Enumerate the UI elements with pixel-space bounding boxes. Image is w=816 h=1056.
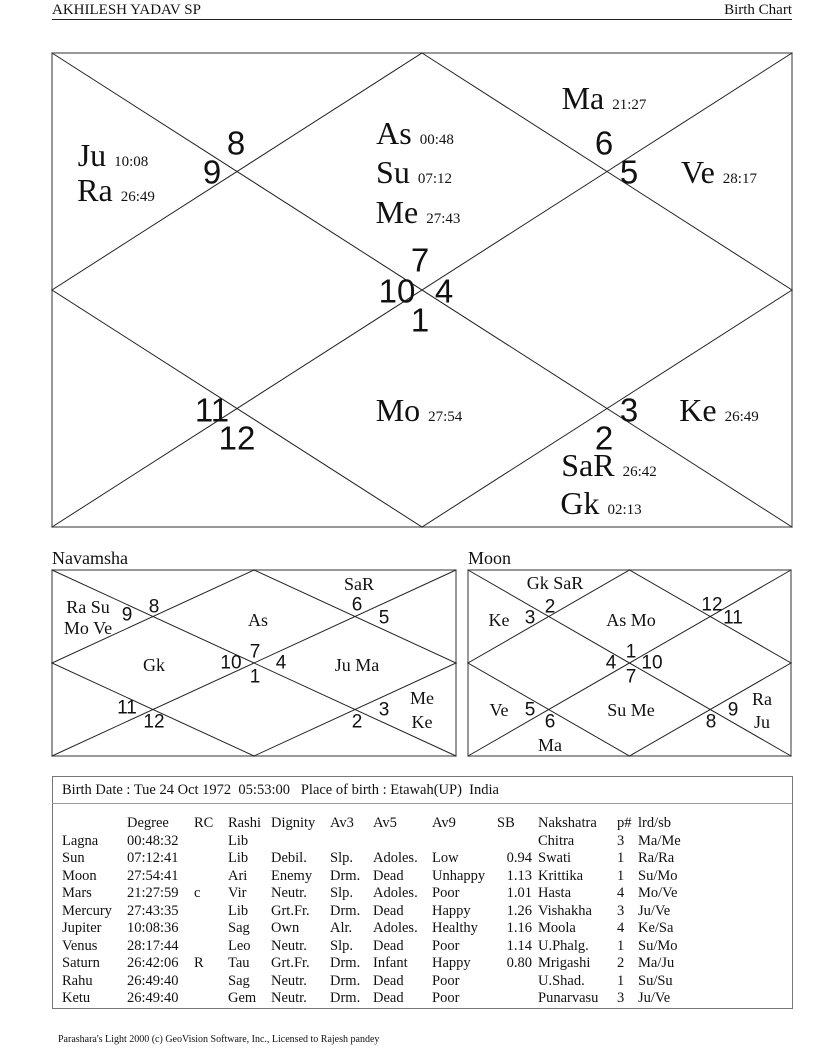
planet-degree: 26:49 [724, 409, 759, 425]
planet-degree: 26:42 [622, 464, 657, 480]
table-cell: Chitra [538, 832, 575, 849]
navamsha-title: Navamsha [52, 548, 128, 568]
birth-info: Birth Date : Tue 24 Oct 1972 05:53:00 Place of birth : Etawah(UP) India [62, 782, 499, 798]
planet-degree: 21:27 [612, 97, 647, 113]
table-cell: Adoles. [373, 885, 418, 901]
house-number: 6 [544, 711, 556, 733]
footer-credit: Parashara's Light 2000 (c) GeoVision Software, Inc., Licensed to Rajesh pandey [58, 1034, 380, 1045]
table-cell: Happy [432, 955, 471, 971]
table-cell: Punarvasu [538, 990, 599, 1006]
planet-placement [376, 196, 461, 228]
table-cell: Poor [432, 972, 460, 989]
table-cell: Mars [62, 885, 92, 901]
house-number: 3 [524, 607, 536, 629]
table-divider [52, 803, 792, 804]
table-cell [194, 850, 228, 868]
table-cell: Dead [373, 867, 404, 884]
table-cell: 1.01 [506, 885, 532, 901]
table-cell: 1.13 [506, 867, 532, 884]
planet-label: As Mo [606, 610, 656, 630]
table-cell: 10:08:36 [127, 920, 179, 936]
table-row [62, 990, 698, 1008]
house-number: 11 [194, 391, 230, 429]
planet-name: Ke [679, 392, 717, 428]
table-cell: 1 [617, 850, 625, 866]
table-cell: Vishakha [538, 902, 592, 919]
house-number: 9 [121, 604, 133, 626]
house-number: 10 [220, 652, 242, 674]
table-cell: 0.80 [506, 955, 532, 971]
house-number: 3 [619, 391, 639, 429]
table-cell: Su/Mo [638, 937, 678, 954]
planet-degree: 02:13 [607, 502, 642, 518]
planet-label: Ju Ma [334, 655, 380, 675]
table-cell: 07:12:41 [127, 850, 179, 866]
table-cell: Enemy [271, 867, 313, 884]
column-header: Av9 [432, 815, 456, 831]
column-header: Nakshatra [538, 815, 597, 831]
table-cell: R [194, 955, 204, 971]
table-cell: Dead [373, 990, 404, 1006]
table-row [62, 920, 698, 938]
table-cell: Ma/Ju [638, 955, 675, 971]
table-cell [194, 920, 228, 938]
table-cell: Slp. [330, 937, 353, 954]
house-number: 7 [410, 241, 430, 279]
table-cell: Own [271, 920, 300, 936]
table-cell [497, 833, 538, 851]
table-cell: Rahu [62, 972, 93, 989]
house-number: 5 [619, 153, 639, 191]
planet-name: Su [376, 154, 410, 190]
column-header: p# [617, 815, 632, 831]
planet-degree: 27:43 [426, 211, 461, 227]
column-header: Av5 [373, 815, 397, 831]
table-cell: Alr. [330, 920, 353, 936]
table-cell: 4 [617, 920, 625, 936]
table-cell: Lib [228, 902, 249, 919]
table-cell: Adoles. [373, 850, 418, 866]
table-cell: Lagna [62, 832, 99, 849]
table-row [62, 955, 698, 973]
table-row [62, 885, 698, 903]
table-cell: Moon [62, 867, 97, 884]
planet-placement [78, 139, 149, 171]
house-number: 8 [705, 711, 717, 733]
table-cell: Happy [432, 902, 471, 919]
table-row [62, 868, 698, 886]
table-cell: Sag [228, 920, 250, 936]
table-cell: 26:42:06 [127, 955, 179, 971]
house-number: 6 [351, 594, 363, 616]
house-number: 1 [625, 641, 637, 663]
table-cell: c [194, 885, 201, 901]
planet-label: Ke [411, 712, 433, 732]
table-cell: Venus [62, 937, 98, 954]
planet-name: Gk [560, 485, 600, 521]
planet-label: Ve [489, 700, 509, 720]
house-number: 11 [723, 607, 743, 629]
planet-label: SaR [343, 574, 375, 594]
table-cell: Dead [373, 902, 404, 919]
planet-placement [560, 487, 641, 519]
table-cell: 1 [617, 972, 625, 989]
table-cell: U.Shad. [538, 972, 585, 989]
column-header: Rashi [228, 815, 262, 831]
table-cell: Ari [228, 867, 248, 884]
column-header: Degree [127, 815, 169, 831]
planet-name: Ju [77, 137, 107, 173]
table-cell: Neutr. [271, 885, 307, 901]
table-cell: Poor [432, 990, 460, 1006]
table-cell: 21:27:59 [127, 885, 179, 901]
table-cell: Tau [228, 955, 250, 971]
table-cell: Gem [228, 990, 257, 1006]
table-row [62, 833, 698, 851]
planet-name: As [376, 115, 412, 151]
house-number: 10 [641, 652, 663, 674]
table-cell: Drm. [330, 902, 361, 919]
house-number: 12 [218, 419, 256, 457]
table-cell: Ketu [62, 990, 91, 1006]
house-number: 8 [226, 124, 246, 162]
table-cell: Drm. [330, 972, 361, 989]
table-cell: 0.94 [506, 850, 532, 866]
table-cell: Grt.Fr. [271, 902, 310, 919]
table-cell: Lib [228, 832, 249, 849]
house-number: 11 [117, 697, 137, 719]
table-cell: 26:49:40 [127, 972, 179, 989]
table-cell: Sun [62, 850, 85, 866]
table-cell: 28:17:44 [127, 937, 179, 954]
table-cell: Adoles. [373, 920, 418, 936]
planet-placement [681, 156, 757, 188]
house-number: 5 [378, 607, 390, 629]
house-number: 4 [275, 652, 287, 674]
moon-chart-title: Moon [468, 548, 512, 568]
table-cell: 00:48:32 [127, 832, 179, 849]
house-number: 12 [143, 711, 165, 733]
table-cell: Mrigashi [538, 955, 591, 971]
table-cell: Dead [373, 937, 404, 954]
column-header: SB [497, 815, 515, 831]
column-header [62, 815, 127, 833]
planet-degree: 28:17 [722, 171, 757, 187]
table-cell: Infant [373, 955, 408, 971]
planet-label: As [247, 610, 269, 630]
table-row [62, 850, 698, 868]
table-cell: 1.26 [506, 902, 532, 919]
table-cell [330, 833, 373, 851]
table-cell: 27:43:35 [127, 902, 179, 919]
table-cell: Ra/Ra [638, 850, 675, 866]
table-cell [194, 990, 228, 1008]
table-cell [194, 938, 228, 956]
table-cell: Healthy [432, 920, 478, 936]
table-cell: Drm. [330, 867, 361, 884]
table-cell: Krittika [538, 867, 584, 884]
table-cell: Sag [228, 972, 250, 989]
planet-placement [77, 174, 155, 206]
planet-label: Ra [752, 689, 772, 709]
table-cell [432, 833, 497, 851]
table-cell: 1 [617, 867, 625, 884]
house-number: 2 [351, 711, 363, 733]
table-cell: Ju/Ve [638, 990, 671, 1006]
table-cell: 2 [617, 955, 625, 971]
table-cell: Moola [538, 920, 576, 936]
column-header: Av3 [330, 815, 354, 831]
house-number: 9 [202, 153, 222, 191]
table-cell: 26:49:40 [127, 990, 179, 1006]
table-row [62, 938, 698, 956]
table-cell: 3 [617, 902, 625, 919]
table-cell: Neutr. [271, 937, 307, 954]
table-cell [373, 833, 432, 851]
planet-label: Ke [488, 610, 510, 630]
table-cell: Jupiter [62, 920, 102, 936]
house-number: 6 [594, 124, 614, 162]
column-header: Dignity [271, 815, 316, 831]
planet-placement [376, 394, 463, 426]
table-cell: Ma/Me [638, 832, 681, 849]
planet-name: Mo [375, 392, 421, 428]
table-cell: U.Phalg. [538, 937, 589, 954]
table-cell: Dead [373, 972, 404, 989]
house-number: 9 [727, 699, 739, 721]
document-title: Birth Chart [724, 2, 792, 18]
house-number: 1 [249, 666, 261, 688]
table-cell: Poor [432, 885, 460, 901]
table-cell: Hasta [538, 885, 572, 901]
planet-name: Me [375, 194, 419, 230]
table-cell: Ju/Ve [638, 902, 671, 919]
planet-degree: 26:49 [120, 189, 155, 205]
house-number: 2 [544, 596, 556, 618]
column-header: RC [194, 815, 214, 831]
table-cell: Mo/Ve [638, 885, 678, 901]
table-cell: Drm. [330, 990, 361, 1006]
planet-label: Su Me [607, 700, 655, 720]
table-header-row [62, 815, 698, 833]
table-cell: Ke/Sa [638, 920, 674, 936]
table-cell [194, 833, 228, 851]
planet-name: Ve [681, 154, 715, 190]
table-row [62, 973, 698, 991]
table-cell: Swati [538, 850, 572, 866]
table-cell: 3 [617, 832, 625, 849]
planet-placement [376, 117, 454, 149]
planet-name: SaR [561, 447, 615, 483]
table-cell: Slp. [330, 885, 353, 901]
house-number: 10 [378, 272, 416, 310]
table-cell: Neutr. [271, 972, 307, 989]
table-cell [194, 973, 228, 991]
table-cell [271, 833, 330, 851]
table-cell [194, 868, 228, 886]
planet-label: Me [410, 688, 434, 708]
table-cell: Unhappy [432, 867, 486, 884]
planet-label: Ra Su [66, 597, 110, 617]
house-number: 4 [605, 652, 617, 674]
house-number: 8 [148, 596, 160, 618]
planet-placement [376, 156, 452, 188]
table-cell: Neutr. [271, 990, 307, 1006]
table-cell: 27:54:41 [127, 867, 179, 884]
house-number: 7 [249, 641, 261, 663]
house-number: 12 [701, 594, 723, 616]
house-number: 1 [410, 301, 430, 339]
table-cell: Su/Mo [638, 867, 678, 884]
planet-placement [561, 449, 657, 481]
table-cell: 1.14 [506, 937, 532, 954]
table-cell: Poor [432, 937, 460, 954]
planet-degree: 07:12 [417, 171, 452, 187]
house-number: 2 [594, 419, 614, 457]
house-number: 7 [625, 666, 637, 688]
table-cell: Su/Su [638, 972, 673, 989]
table-cell: Grt.Fr. [271, 955, 310, 971]
table-cell [194, 903, 228, 921]
table-cell: Low [432, 850, 459, 866]
planet-degree: 27:54 [428, 409, 463, 425]
table-cell: Slp. [330, 850, 353, 866]
table-cell [497, 973, 538, 991]
house-number: 4 [434, 272, 454, 310]
table-cell: 1 [617, 937, 625, 954]
table-cell: Vir [228, 885, 247, 901]
table-cell: 3 [617, 990, 625, 1006]
table-cell [497, 990, 538, 1008]
planet-name: Ra [77, 172, 113, 208]
table-cell: Saturn [62, 955, 100, 971]
planet-placement [562, 82, 647, 114]
table-cell: 4 [617, 885, 625, 901]
table-cell: Leo [228, 937, 251, 954]
table-row [62, 903, 698, 921]
planet-label: Ju [753, 712, 771, 732]
planet-label: Mo Ve [63, 618, 113, 638]
table-cell: 1.16 [506, 920, 532, 936]
person-name: AKHILESH YADAV SP [52, 2, 201, 18]
planet-label: Gk SaR [526, 573, 584, 593]
table-cell: Mercury [62, 902, 112, 919]
planet-degree: 00:48 [419, 132, 454, 148]
planet-label: Ma [538, 735, 562, 755]
house-number: 3 [378, 699, 390, 721]
column-header: lrd/sb [638, 815, 672, 831]
planet-label: Gk [143, 655, 165, 675]
planet-name: Ma [561, 80, 605, 116]
planet-degree: 10:08 [114, 154, 149, 170]
planet-placement [679, 394, 758, 426]
house-number: 5 [524, 699, 536, 721]
table-cell: Lib [228, 850, 249, 866]
table-cell: Drm. [330, 955, 361, 971]
table-cell: Debil. [271, 850, 307, 866]
